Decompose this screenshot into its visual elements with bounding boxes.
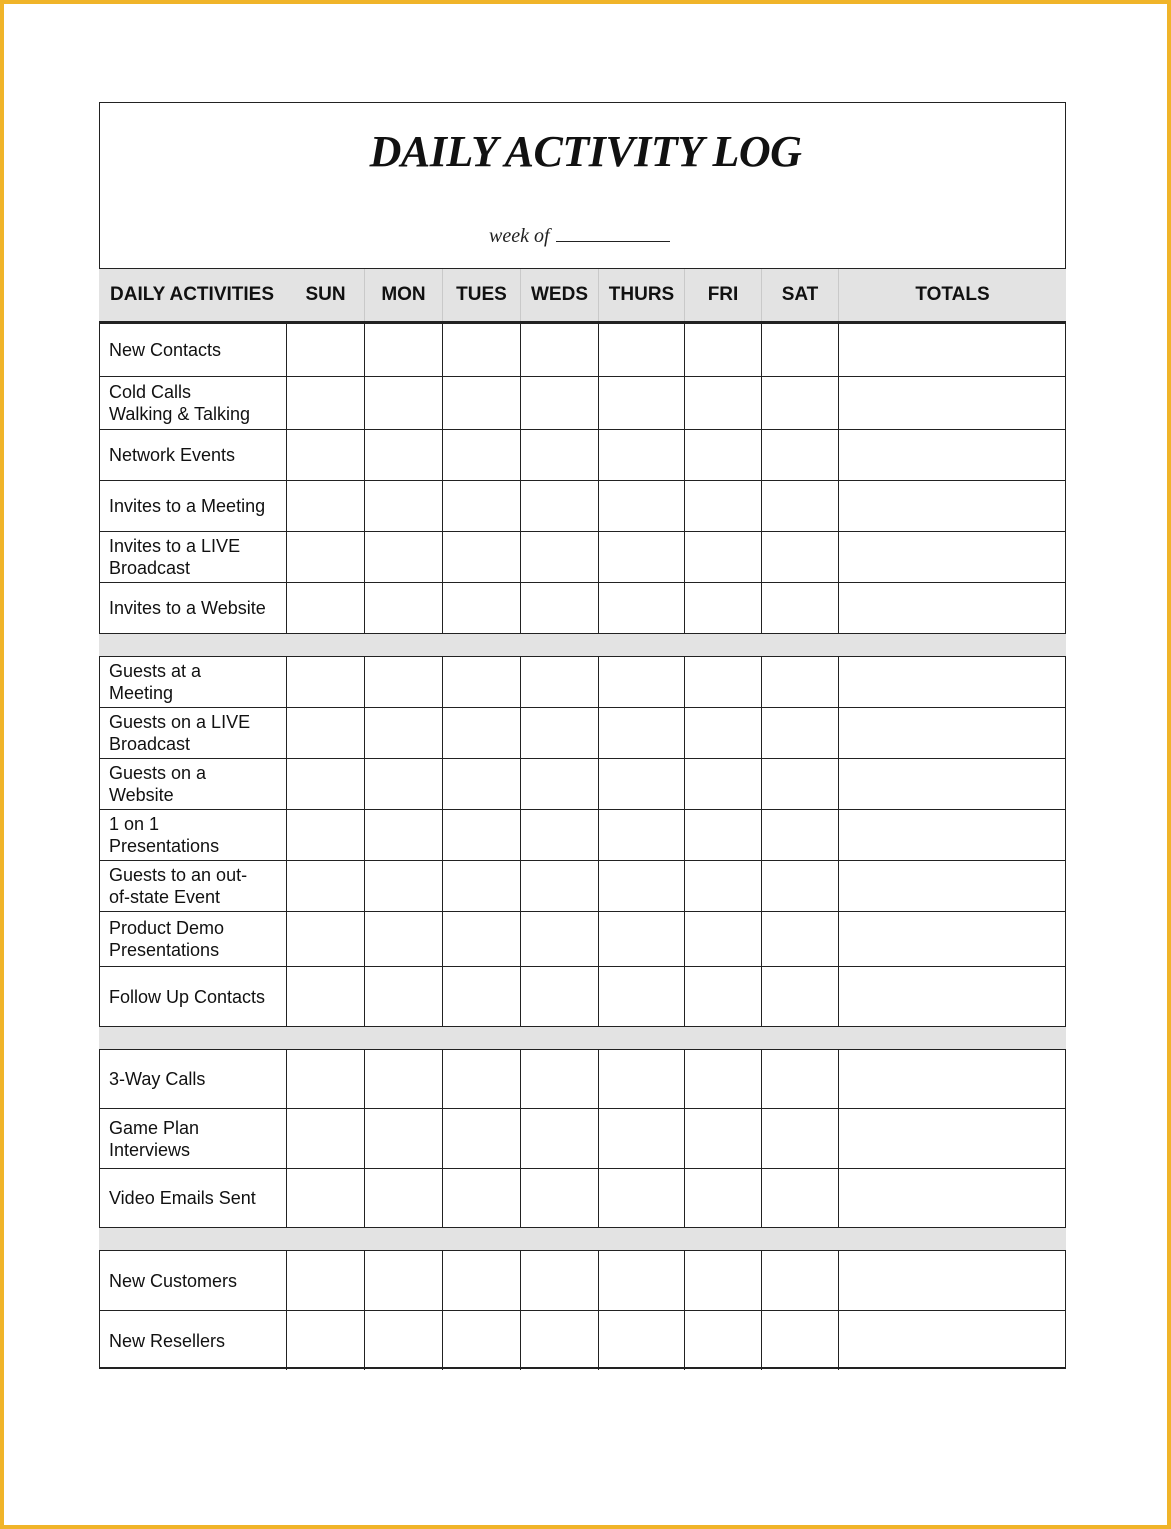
table-row bbox=[99, 860, 1066, 911]
entry-cell-totals[interactable] bbox=[839, 377, 1066, 429]
activity-label: Guests to an out- of-state Event bbox=[109, 865, 248, 907]
activity-label: New Resellers bbox=[109, 1330, 226, 1351]
entry-cell-mon[interactable] bbox=[365, 708, 443, 758]
entry-cell-weds[interactable] bbox=[521, 583, 599, 633]
activity-label: Invites to a LIVE Broadcast bbox=[109, 536, 241, 578]
entry-cell-thurs[interactable] bbox=[599, 967, 685, 1026]
activity-label: Invites to a Website bbox=[109, 598, 266, 618]
entry-cell-totals[interactable] bbox=[839, 583, 1066, 633]
entry-cell-sun[interactable] bbox=[287, 430, 365, 480]
entry-cell-weds[interactable] bbox=[521, 657, 599, 707]
table-row bbox=[99, 707, 1066, 758]
entry-cell-sat[interactable] bbox=[762, 1050, 839, 1108]
entry-cell-tues[interactable] bbox=[443, 377, 521, 429]
entry-cell-tues[interactable] bbox=[443, 1169, 521, 1227]
activity-label: Product Demo Presentations bbox=[109, 918, 225, 960]
entry-cell-fri[interactable] bbox=[685, 912, 762, 966]
entry-cell-sat[interactable] bbox=[762, 324, 839, 376]
entry-cell-mon[interactable] bbox=[365, 1311, 443, 1370]
entry-cell-totals[interactable] bbox=[839, 657, 1066, 707]
entry-cell-sat[interactable] bbox=[762, 481, 839, 531]
entry-cell-sat[interactable] bbox=[762, 708, 839, 758]
activity-label-cell bbox=[99, 912, 287, 966]
entry-cell-totals[interactable] bbox=[839, 1050, 1066, 1108]
entry-cell-thurs[interactable] bbox=[599, 810, 685, 860]
entry-cell-weds[interactable] bbox=[521, 759, 599, 809]
table-row bbox=[99, 429, 1066, 480]
activity-label-cell bbox=[99, 377, 287, 429]
entry-cell-sat[interactable] bbox=[762, 377, 839, 429]
entry-cell-thurs[interactable] bbox=[599, 1311, 685, 1370]
entry-cell-sun[interactable] bbox=[287, 532, 365, 582]
table-row bbox=[99, 966, 1066, 1026]
entry-cell-weds[interactable] bbox=[521, 430, 599, 480]
week-of-blank[interactable] bbox=[556, 223, 670, 242]
entry-cell-thurs[interactable] bbox=[599, 1169, 685, 1227]
entry-cell-tues[interactable] bbox=[443, 861, 521, 911]
activity-label-cell bbox=[99, 532, 287, 582]
entry-cell-fri[interactable] bbox=[685, 583, 762, 633]
entry-cell-sat[interactable] bbox=[762, 583, 839, 633]
table-header-row bbox=[99, 268, 1066, 323]
table-row bbox=[99, 1168, 1066, 1227]
entry-cell-weds[interactable] bbox=[521, 1050, 599, 1108]
activity-label-cell bbox=[99, 1050, 287, 1108]
entry-cell-weds[interactable] bbox=[521, 912, 599, 966]
activity-label: Video Emails Sent bbox=[109, 1188, 256, 1208]
entry-cell-thurs[interactable] bbox=[599, 583, 685, 633]
activity-label-cell bbox=[99, 1311, 287, 1370]
entry-cell-tues[interactable] bbox=[443, 1311, 521, 1370]
entry-cell-thurs[interactable] bbox=[599, 481, 685, 531]
entry-cell-weds[interactable] bbox=[521, 967, 599, 1026]
entry-cell-mon[interactable] bbox=[365, 759, 443, 809]
entry-cell-sat[interactable] bbox=[762, 810, 839, 860]
entry-cell-fri[interactable] bbox=[685, 481, 762, 531]
entry-cell-sat[interactable] bbox=[762, 1109, 839, 1168]
entry-cell-mon[interactable] bbox=[365, 967, 443, 1026]
entry-cell-fri[interactable] bbox=[685, 430, 762, 480]
entry-cell-fri[interactable] bbox=[685, 1109, 762, 1168]
entry-cell-fri[interactable] bbox=[685, 810, 762, 860]
entry-cell-mon[interactable] bbox=[365, 1169, 443, 1227]
entry-cell-sun[interactable] bbox=[287, 708, 365, 758]
column-header-totals: TOTALS bbox=[915, 284, 990, 305]
entry-cell-mon[interactable] bbox=[365, 532, 443, 582]
entry-cell-weds[interactable] bbox=[521, 810, 599, 860]
column-header-fri: FRI bbox=[685, 269, 762, 321]
entry-cell-weds[interactable] bbox=[521, 1169, 599, 1227]
entry-cell-sun[interactable] bbox=[287, 377, 365, 429]
activity-label: Invites to a Meeting bbox=[109, 496, 266, 516]
activity-label: 1 on 1 Presentations bbox=[109, 814, 220, 856]
entry-cell-sun[interactable] bbox=[287, 861, 365, 911]
entry-cell-totals[interactable] bbox=[839, 324, 1066, 376]
activity-label: Guests at a Meeting bbox=[109, 661, 202, 703]
entry-cell-sun[interactable] bbox=[287, 967, 365, 1026]
activity-label-cell bbox=[99, 583, 287, 633]
entry-cell-thurs[interactable] bbox=[599, 324, 685, 376]
entry-cell-weds[interactable] bbox=[521, 1109, 599, 1168]
table-row bbox=[99, 809, 1066, 860]
entry-cell-weds[interactable] bbox=[521, 377, 599, 429]
entry-cell-sat[interactable] bbox=[762, 657, 839, 707]
column-header-activities: DAILY ACTIVITIES bbox=[110, 284, 274, 305]
entry-cell-weds[interactable] bbox=[521, 1251, 599, 1310]
column-header-weds: WEDS bbox=[521, 269, 599, 321]
column-header-tues: TUES bbox=[443, 269, 521, 321]
activity-label-cell bbox=[99, 810, 287, 860]
entry-cell-fri[interactable] bbox=[685, 708, 762, 758]
column-header-sat: SAT bbox=[762, 269, 839, 321]
activity-label-cell bbox=[99, 481, 287, 531]
entry-cell-tues[interactable] bbox=[443, 324, 521, 376]
entry-cell-tues[interactable] bbox=[443, 967, 521, 1026]
table-row bbox=[99, 323, 1066, 376]
activity-label: New Contacts bbox=[109, 340, 222, 360]
entry-cell-mon[interactable] bbox=[365, 657, 443, 707]
activity-label: New Customers bbox=[109, 1270, 238, 1291]
entry-cell-thurs[interactable] bbox=[599, 759, 685, 809]
entry-cell-sun[interactable] bbox=[287, 1251, 365, 1310]
table-row bbox=[99, 376, 1066, 429]
activity-label: Network Events bbox=[109, 445, 236, 465]
entry-cell-mon[interactable] bbox=[365, 324, 443, 376]
entry-cell-weds[interactable] bbox=[521, 1311, 599, 1370]
entry-cell-totals[interactable] bbox=[839, 810, 1066, 860]
activity-label: Guests on a LIVE Broadcast bbox=[109, 712, 251, 754]
entry-cell-sat[interactable] bbox=[762, 967, 839, 1026]
entry-cell-sun[interactable] bbox=[287, 481, 365, 531]
entry-cell-totals[interactable] bbox=[839, 1251, 1066, 1310]
entry-cell-weds[interactable] bbox=[521, 324, 599, 376]
entry-cell-fri[interactable] bbox=[685, 657, 762, 707]
entry-cell-tues[interactable] bbox=[443, 532, 521, 582]
entry-cell-totals[interactable] bbox=[839, 430, 1066, 480]
entry-cell-sat[interactable] bbox=[762, 912, 839, 966]
entry-cell-fri[interactable] bbox=[685, 377, 762, 429]
section-separator bbox=[99, 1026, 1066, 1049]
week-of-field bbox=[489, 223, 670, 248]
entry-cell-sun[interactable] bbox=[287, 583, 365, 633]
entry-cell-totals[interactable] bbox=[839, 912, 1066, 966]
activity-label: 3-Way Calls bbox=[109, 1069, 206, 1089]
entry-cell-tues[interactable] bbox=[443, 708, 521, 758]
entry-cell-totals[interactable] bbox=[839, 481, 1066, 531]
activity-label: Guests on a Website bbox=[109, 763, 207, 805]
table-row bbox=[99, 1108, 1066, 1168]
entry-cell-thurs[interactable] bbox=[599, 1050, 685, 1108]
table-row bbox=[99, 1250, 1066, 1310]
activity-table bbox=[99, 268, 1066, 1370]
entry-cell-mon[interactable] bbox=[365, 1050, 443, 1108]
activity-label-cell bbox=[99, 324, 287, 376]
activity-label-cell bbox=[99, 759, 287, 809]
entry-cell-mon[interactable] bbox=[365, 481, 443, 531]
entry-cell-sat[interactable] bbox=[762, 1251, 839, 1310]
entry-cell-weds[interactable] bbox=[521, 532, 599, 582]
column-header-sun: SUN bbox=[287, 269, 365, 321]
week-of-label: week of bbox=[489, 225, 550, 247]
entry-cell-sun[interactable] bbox=[287, 810, 365, 860]
activity-label-cell bbox=[99, 1169, 287, 1227]
activity-label-cell bbox=[99, 861, 287, 911]
entry-cell-sat[interactable] bbox=[762, 430, 839, 480]
table-row bbox=[99, 1049, 1066, 1108]
entry-cell-fri[interactable] bbox=[685, 1251, 762, 1310]
section-separator bbox=[99, 633, 1066, 656]
entry-cell-thurs[interactable] bbox=[599, 532, 685, 582]
entry-cell-mon[interactable] bbox=[365, 1251, 443, 1310]
entry-cell-tues[interactable] bbox=[443, 583, 521, 633]
entry-cell-thurs[interactable] bbox=[599, 1109, 685, 1168]
entry-cell-fri[interactable] bbox=[685, 967, 762, 1026]
entry-cell-fri[interactable] bbox=[685, 1169, 762, 1227]
entry-cell-tues[interactable] bbox=[443, 1251, 521, 1310]
entry-cell-weds[interactable] bbox=[521, 708, 599, 758]
activity-label-cell bbox=[99, 1109, 287, 1168]
entry-cell-mon[interactable] bbox=[365, 583, 443, 633]
entry-cell-sun[interactable] bbox=[287, 912, 365, 966]
activity-label-cell bbox=[99, 430, 287, 480]
entry-cell-totals[interactable] bbox=[839, 1109, 1066, 1168]
entry-cell-thurs[interactable] bbox=[599, 861, 685, 911]
entry-cell-sat[interactable] bbox=[762, 861, 839, 911]
entry-cell-totals[interactable] bbox=[839, 708, 1066, 758]
activity-label: Follow Up Contacts bbox=[109, 986, 266, 1007]
entry-cell-sat[interactable] bbox=[762, 532, 839, 582]
activity-label-cell bbox=[99, 1251, 287, 1310]
entry-cell-totals[interactable] bbox=[839, 532, 1066, 582]
entry-cell-sun[interactable] bbox=[287, 759, 365, 809]
entry-cell-mon[interactable] bbox=[365, 430, 443, 480]
entry-cell-sun[interactable] bbox=[287, 1311, 365, 1370]
entry-cell-fri[interactable] bbox=[685, 861, 762, 911]
entry-cell-sat[interactable] bbox=[762, 1311, 839, 1370]
entry-cell-totals[interactable] bbox=[839, 1311, 1066, 1370]
entry-cell-mon[interactable] bbox=[365, 377, 443, 429]
entry-cell-weds[interactable] bbox=[521, 861, 599, 911]
entry-cell-tues[interactable] bbox=[443, 657, 521, 707]
entry-cell-mon[interactable] bbox=[365, 912, 443, 966]
entry-cell-thurs[interactable] bbox=[599, 912, 685, 966]
entry-cell-fri[interactable] bbox=[685, 759, 762, 809]
entry-cell-tues[interactable] bbox=[443, 481, 521, 531]
entry-cell-fri[interactable] bbox=[685, 324, 762, 376]
entry-cell-totals[interactable] bbox=[839, 1169, 1066, 1227]
entry-cell-tues[interactable] bbox=[443, 430, 521, 480]
entry-cell-tues[interactable] bbox=[443, 912, 521, 966]
table-row bbox=[99, 582, 1066, 633]
entry-cell-mon[interactable] bbox=[365, 1109, 443, 1168]
entry-cell-thurs[interactable] bbox=[599, 430, 685, 480]
entry-cell-sun[interactable] bbox=[287, 324, 365, 376]
entry-cell-fri[interactable] bbox=[685, 1311, 762, 1370]
entry-cell-totals[interactable] bbox=[839, 759, 1066, 809]
column-header-thurs: THURS bbox=[599, 269, 685, 321]
entry-cell-sun[interactable] bbox=[287, 1169, 365, 1227]
entry-cell-tues[interactable] bbox=[443, 810, 521, 860]
entry-cell-fri[interactable] bbox=[685, 532, 762, 582]
entry-cell-weds[interactable] bbox=[521, 481, 599, 531]
entry-cell-thurs[interactable] bbox=[599, 1251, 685, 1310]
entry-cell-tues[interactable] bbox=[443, 1050, 521, 1108]
activity-label-cell bbox=[99, 967, 287, 1026]
entry-cell-sun[interactable] bbox=[287, 1109, 365, 1168]
entry-cell-sat[interactable] bbox=[762, 759, 839, 809]
activity-label-cell bbox=[99, 657, 287, 707]
entry-cell-mon[interactable] bbox=[365, 861, 443, 911]
entry-cell-thurs[interactable] bbox=[599, 708, 685, 758]
entry-cell-fri[interactable] bbox=[685, 1050, 762, 1108]
table-row bbox=[99, 656, 1066, 707]
table-row bbox=[99, 911, 1066, 966]
table-row bbox=[99, 480, 1066, 531]
entry-cell-sun[interactable] bbox=[287, 1050, 365, 1108]
entry-cell-tues[interactable] bbox=[443, 759, 521, 809]
entry-cell-totals[interactable] bbox=[839, 861, 1066, 911]
entry-cell-sun[interactable] bbox=[287, 657, 365, 707]
section-separator bbox=[99, 1227, 1066, 1250]
entry-cell-thurs[interactable] bbox=[599, 377, 685, 429]
table-row bbox=[99, 531, 1066, 582]
entry-cell-tues[interactable] bbox=[443, 1109, 521, 1168]
entry-cell-totals[interactable] bbox=[839, 967, 1066, 1026]
page-title: DAILY ACTIVITY LOG bbox=[369, 127, 802, 176]
table-row bbox=[99, 1310, 1066, 1370]
entry-cell-mon[interactable] bbox=[365, 810, 443, 860]
column-header-mon: MON bbox=[365, 269, 443, 321]
entry-cell-sat[interactable] bbox=[762, 1169, 839, 1227]
table-row bbox=[99, 758, 1066, 809]
activity-label: Game Plan Interviews bbox=[109, 1117, 200, 1160]
activity-label: Cold Calls Walking & Talking bbox=[109, 382, 251, 424]
activity-label-cell bbox=[99, 708, 287, 758]
entry-cell-thurs[interactable] bbox=[599, 657, 685, 707]
